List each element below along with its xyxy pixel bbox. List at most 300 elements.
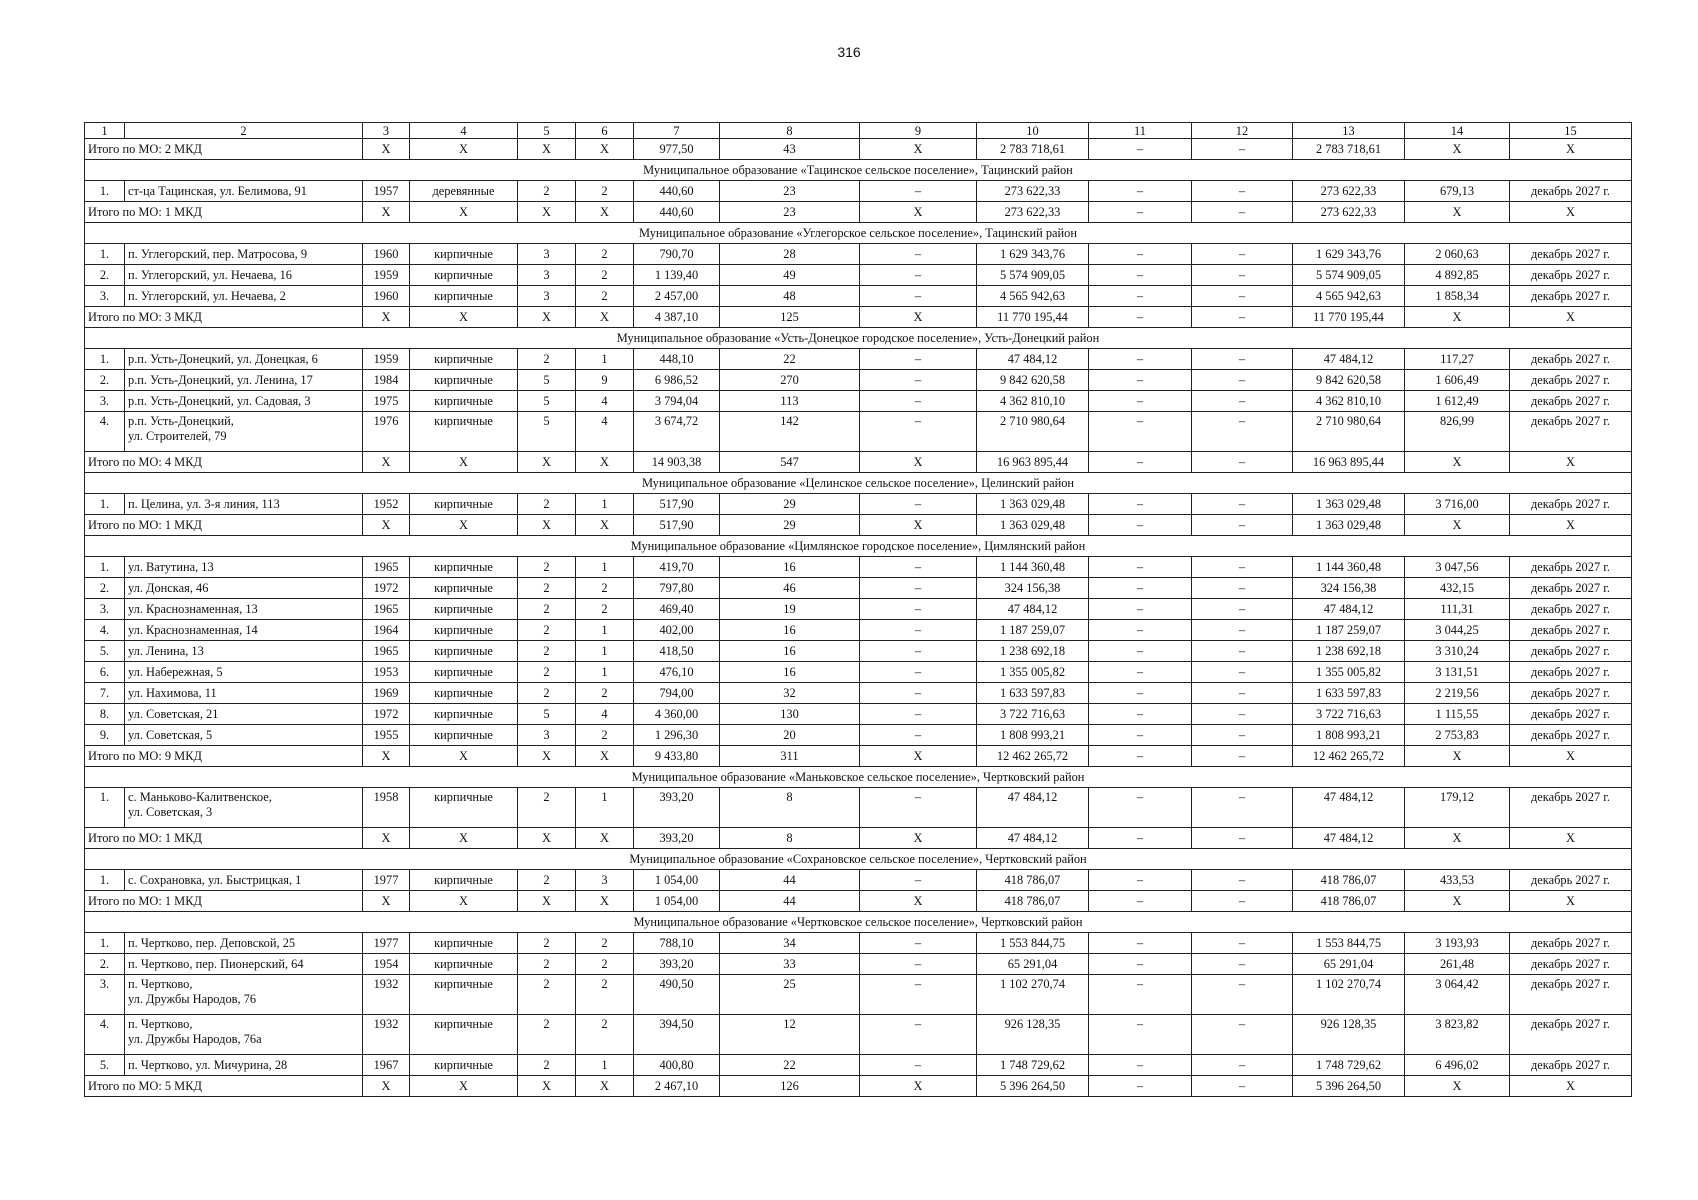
total-c7: 4 387,10 (634, 307, 720, 328)
col-9: – (860, 557, 977, 578)
col-11: – (1089, 391, 1192, 412)
build-year: 1975 (363, 391, 410, 412)
address-line-2: ул. Строителей, 79 (128, 429, 227, 443)
total-c8: 29 (720, 515, 860, 536)
total-c15: X (1510, 515, 1632, 536)
address: ул. Краснознаменная, 13 (125, 599, 363, 620)
section-row (85, 473, 1632, 494)
col-9: – (860, 412, 977, 452)
unit-cost: 1 858,34 (1405, 286, 1510, 307)
total-c5: X (518, 515, 576, 536)
floors: 2 (518, 1055, 576, 1076)
total-c9: X (860, 891, 977, 912)
total-c6: X (576, 891, 634, 912)
col-12: – (1192, 662, 1293, 683)
unit-cost: 261,48 (1405, 954, 1510, 975)
unit-cost: 433,53 (1405, 870, 1510, 891)
total-c4: X (410, 515, 518, 536)
total-c14: X (1405, 307, 1510, 328)
total-c4: X (410, 891, 518, 912)
row-number: 5. (85, 1055, 125, 1076)
col-12: – (1192, 870, 1293, 891)
total-c13: 47 484,12 (1293, 828, 1405, 849)
col-11: – (1089, 1055, 1192, 1076)
col-12: – (1192, 933, 1293, 954)
row-number: 1. (85, 244, 125, 265)
address: ул. Советская, 21 (125, 704, 363, 725)
wall-material: кирпичные (410, 788, 518, 828)
total-c14: X (1405, 828, 1510, 849)
total-label: Итого по МО: 5 МКД (85, 1076, 363, 1097)
total-cost: 1 102 270,74 (977, 975, 1089, 1015)
total-c13: 11 770 195,44 (1293, 307, 1405, 328)
wall-material: кирпичные (410, 1015, 518, 1055)
total-c4: X (410, 452, 518, 473)
deadline: декабрь 2027 г. (1510, 557, 1632, 578)
table-row (85, 494, 1632, 515)
residents: 20 (720, 725, 860, 746)
build-year: 1965 (363, 557, 410, 578)
floors: 2 (518, 870, 576, 891)
total-area: 517,90 (634, 494, 720, 515)
wall-material: кирпичные (410, 412, 518, 452)
column-number: 11 (1089, 123, 1192, 139)
total-cost: 1 748 729,62 (977, 1055, 1089, 1076)
total-c9: X (860, 1076, 977, 1097)
total-c11: – (1089, 515, 1192, 536)
floors: 3 (518, 265, 576, 286)
wall-material: кирпичные (410, 641, 518, 662)
build-year: 1959 (363, 349, 410, 370)
address-line-2: ул. Дружбы Народов, 76 (128, 992, 257, 1006)
total-c13: 5 396 264,50 (1293, 1076, 1405, 1097)
build-year: 1976 (363, 412, 410, 452)
address: п. Чертково, ул. Мичурина, 28 (125, 1055, 363, 1076)
total-c4: X (410, 139, 518, 160)
total-label: Итого по МО: 1 МКД (85, 202, 363, 223)
total-c4: X (410, 746, 518, 767)
row-number: 4. (85, 412, 125, 452)
address: р.п. Усть-Донецкий, ул. Садовая, 3 (125, 391, 363, 412)
residents: 19 (720, 599, 860, 620)
total-c9: X (860, 307, 977, 328)
table-row (85, 391, 1632, 412)
col-12: – (1192, 1015, 1293, 1055)
col-11: – (1089, 641, 1192, 662)
table-row (85, 662, 1632, 683)
col-12: – (1192, 1055, 1293, 1076)
entrances: 2 (576, 265, 634, 286)
unit-cost: 679,13 (1405, 181, 1510, 202)
total-c12: – (1192, 202, 1293, 223)
entrances: 1 (576, 1055, 634, 1076)
entrances: 4 (576, 391, 634, 412)
deadline: декабрь 2027 г. (1510, 641, 1632, 662)
table-row (85, 286, 1632, 307)
total-cost: 47 484,12 (977, 599, 1089, 620)
wall-material: кирпичные (410, 662, 518, 683)
col-11: – (1089, 494, 1192, 515)
unit-cost: 1 115,55 (1405, 704, 1510, 725)
unit-cost: 826,99 (1405, 412, 1510, 452)
total-c3: X (363, 1076, 410, 1097)
wall-material: кирпичные (410, 599, 518, 620)
total-c13: 273 622,33 (1293, 202, 1405, 223)
entrances: 2 (576, 954, 634, 975)
col-9: – (860, 662, 977, 683)
total-row (85, 452, 1632, 473)
total-c3: X (363, 891, 410, 912)
total-c7: 440,60 (634, 202, 720, 223)
row-number: 6. (85, 662, 125, 683)
unit-cost: 1 612,49 (1405, 391, 1510, 412)
unit-cost: 3 047,56 (1405, 557, 1510, 578)
deadline: декабрь 2027 г. (1510, 286, 1632, 307)
table-row (85, 1055, 1632, 1076)
row-number: 2. (85, 578, 125, 599)
column-number: 5 (518, 123, 576, 139)
residents: 16 (720, 641, 860, 662)
column-number-row (85, 123, 1632, 139)
build-year: 1972 (363, 578, 410, 599)
build-year: 1932 (363, 1015, 410, 1055)
column-number: 8 (720, 123, 860, 139)
address: п. Углегорский, ул. Нечаева, 16 (125, 265, 363, 286)
total-c15: X (1510, 307, 1632, 328)
table-row (85, 265, 1632, 286)
address-line-1: п. Чертково, (128, 977, 193, 991)
column-number: 4 (410, 123, 518, 139)
municipality-title: Муниципальное образование «Сохрановское сельское поселение», Чертковский район (85, 849, 1632, 870)
total-label: Итого по МО: 4 МКД (85, 452, 363, 473)
col-13: 1 144 360,48 (1293, 557, 1405, 578)
col-11: – (1089, 557, 1192, 578)
build-year: 1959 (363, 265, 410, 286)
deadline: декабрь 2027 г. (1510, 244, 1632, 265)
total-row (85, 828, 1632, 849)
wall-material: кирпичные (410, 954, 518, 975)
total-c10: 12 462 265,72 (977, 746, 1089, 767)
total-c14: X (1405, 139, 1510, 160)
unit-cost: 179,12 (1405, 788, 1510, 828)
col-9: – (860, 265, 977, 286)
total-area: 790,70 (634, 244, 720, 265)
col-11: – (1089, 370, 1192, 391)
build-year: 1952 (363, 494, 410, 515)
total-c11: – (1089, 746, 1192, 767)
build-year: 1964 (363, 620, 410, 641)
unit-cost: 3 716,00 (1405, 494, 1510, 515)
row-number: 3. (85, 286, 125, 307)
column-number: 1 (85, 123, 125, 139)
entrances: 2 (576, 578, 634, 599)
column-number: 6 (576, 123, 634, 139)
col-9: – (860, 641, 977, 662)
unit-cost: 4 892,85 (1405, 265, 1510, 286)
total-c13: 418 786,07 (1293, 891, 1405, 912)
total-cost: 1 187 259,07 (977, 620, 1089, 641)
total-c11: – (1089, 452, 1192, 473)
row-number: 3. (85, 975, 125, 1015)
address: п. Углегорский, ул. Нечаева, 2 (125, 286, 363, 307)
total-c10: 1 363 029,48 (977, 515, 1089, 536)
residents: 49 (720, 265, 860, 286)
total-cost: 9 842 620,58 (977, 370, 1089, 391)
build-year: 1972 (363, 704, 410, 725)
total-c4: X (410, 307, 518, 328)
total-c11: – (1089, 891, 1192, 912)
row-number: 8. (85, 704, 125, 725)
wall-material: деревянные (410, 181, 518, 202)
total-c15: X (1510, 139, 1632, 160)
col-13: 1 633 597,83 (1293, 683, 1405, 704)
col-12: – (1192, 599, 1293, 620)
entrances: 2 (576, 1015, 634, 1055)
residents: 8 (720, 788, 860, 828)
col-11: – (1089, 975, 1192, 1015)
residents: 142 (720, 412, 860, 452)
col-13: 47 484,12 (1293, 349, 1405, 370)
col-11: – (1089, 286, 1192, 307)
col-11: – (1089, 1015, 1192, 1055)
total-c3: X (363, 515, 410, 536)
municipality-title: Муниципальное образование «Усть-Донецкое городское поселение», Усть-Донецкий район (85, 328, 1632, 349)
build-year: 1977 (363, 933, 410, 954)
total-c7: 1 054,00 (634, 891, 720, 912)
total-area: 2 457,00 (634, 286, 720, 307)
residents: 23 (720, 181, 860, 202)
section-row (85, 223, 1632, 244)
column-number: 2 (125, 123, 363, 139)
col-9: – (860, 370, 977, 391)
total-c4: X (410, 1076, 518, 1097)
total-c3: X (363, 139, 410, 160)
floors: 2 (518, 349, 576, 370)
floors: 2 (518, 599, 576, 620)
table-row (85, 244, 1632, 265)
total-cost: 1 363 029,48 (977, 494, 1089, 515)
row-number: 2. (85, 265, 125, 286)
total-area: 440,60 (634, 181, 720, 202)
total-c9: X (860, 202, 977, 223)
col-11: – (1089, 349, 1192, 370)
row-number: 1. (85, 788, 125, 828)
deadline: декабрь 2027 г. (1510, 349, 1632, 370)
municipality-title: Муниципальное образование «Чертковское сельское поселение», Чертковский район (85, 912, 1632, 933)
page-number: 316 (837, 44, 861, 60)
col-12: – (1192, 349, 1293, 370)
table-row (85, 349, 1632, 370)
col-12: – (1192, 641, 1293, 662)
total-row (85, 307, 1632, 328)
col-11: – (1089, 265, 1192, 286)
deadline: декабрь 2027 г. (1510, 1015, 1632, 1055)
total-row (85, 515, 1632, 536)
total-c8: 44 (720, 891, 860, 912)
wall-material: кирпичные (410, 349, 518, 370)
col-12: – (1192, 954, 1293, 975)
total-area: 476,10 (634, 662, 720, 683)
entrances: 2 (576, 683, 634, 704)
build-year: 1969 (363, 683, 410, 704)
floors: 2 (518, 181, 576, 202)
col-9: – (860, 391, 977, 412)
col-11: – (1089, 181, 1192, 202)
address: р.п. Усть-Донецкий, ул. Ленина, 17 (125, 370, 363, 391)
col-13: 9 842 620,58 (1293, 370, 1405, 391)
total-c5: X (518, 1076, 576, 1097)
col-9: – (860, 1055, 977, 1076)
column-number: 12 (1192, 123, 1293, 139)
col-13: 418 786,07 (1293, 870, 1405, 891)
total-c7: 977,50 (634, 139, 720, 160)
total-c10: 2 783 718,61 (977, 139, 1089, 160)
total-area: 4 360,00 (634, 704, 720, 725)
residents: 16 (720, 620, 860, 641)
unit-cost: 2 753,83 (1405, 725, 1510, 746)
deadline: декабрь 2027 г. (1510, 954, 1632, 975)
col-9: – (860, 620, 977, 641)
col-9: – (860, 704, 977, 725)
wall-material: кирпичные (410, 725, 518, 746)
table-row (85, 620, 1632, 641)
col-13: 1 629 343,76 (1293, 244, 1405, 265)
wall-material: кирпичные (410, 265, 518, 286)
municipality-title: Муниципальное образование «Цимлянское городское поселение», Цимлянский район (85, 536, 1632, 557)
residents: 44 (720, 870, 860, 891)
build-year: 1965 (363, 641, 410, 662)
deadline: декабрь 2027 г. (1510, 662, 1632, 683)
address-line-1: п. Чертково, (128, 1017, 193, 1031)
col-12: – (1192, 725, 1293, 746)
total-c15: X (1510, 1076, 1632, 1097)
table-row (85, 954, 1632, 975)
floors: 2 (518, 1015, 576, 1055)
total-c12: – (1192, 452, 1293, 473)
entrances: 1 (576, 349, 634, 370)
build-year: 1953 (363, 662, 410, 683)
col-11: – (1089, 662, 1192, 683)
entrances: 2 (576, 599, 634, 620)
deadline: декабрь 2027 г. (1510, 683, 1632, 704)
total-label: Итого по МО: 9 МКД (85, 746, 363, 767)
total-area: 3 674,72 (634, 412, 720, 452)
col-12: – (1192, 412, 1293, 452)
col-12: – (1192, 683, 1293, 704)
address: п. Чертково, пер. Деповской, 25 (125, 933, 363, 954)
total-area: 1 296,30 (634, 725, 720, 746)
col-12: – (1192, 788, 1293, 828)
total-row (85, 891, 1632, 912)
column-number: 13 (1293, 123, 1405, 139)
deadline: декабрь 2027 г. (1510, 933, 1632, 954)
wall-material: кирпичные (410, 578, 518, 599)
section-row (85, 328, 1632, 349)
total-area: 419,70 (634, 557, 720, 578)
row-number: 7. (85, 683, 125, 704)
col-13: 1 553 844,75 (1293, 933, 1405, 954)
total-c10: 16 963 895,44 (977, 452, 1089, 473)
col-11: – (1089, 788, 1192, 828)
total-cost: 47 484,12 (977, 349, 1089, 370)
total-c9: X (860, 746, 977, 767)
floors: 5 (518, 412, 576, 452)
table-row (85, 1015, 1632, 1055)
total-c7: 14 903,38 (634, 452, 720, 473)
total-c13: 12 462 265,72 (1293, 746, 1405, 767)
col-13: 47 484,12 (1293, 599, 1405, 620)
col-9: – (860, 1015, 977, 1055)
address: п. Углегорский, пер. Матросова, 9 (125, 244, 363, 265)
col-12: – (1192, 975, 1293, 1015)
entrances: 2 (576, 933, 634, 954)
col-9: – (860, 725, 977, 746)
total-area: 469,40 (634, 599, 720, 620)
col-13: 324 156,38 (1293, 578, 1405, 599)
housing-register-table (84, 122, 1632, 1097)
total-row (85, 1076, 1632, 1097)
floors: 2 (518, 933, 576, 954)
col-13: 273 622,33 (1293, 181, 1405, 202)
total-row (85, 202, 1632, 223)
col-9: – (860, 578, 977, 599)
total-area: 1 054,00 (634, 870, 720, 891)
col-12: – (1192, 391, 1293, 412)
unit-cost: 3 131,51 (1405, 662, 1510, 683)
total-c10: 11 770 195,44 (977, 307, 1089, 328)
build-year: 1957 (363, 181, 410, 202)
col-13: 926 128,35 (1293, 1015, 1405, 1055)
col-13: 1 238 692,18 (1293, 641, 1405, 662)
floors: 2 (518, 975, 576, 1015)
row-number: 3. (85, 391, 125, 412)
col-13: 3 722 716,63 (1293, 704, 1405, 725)
total-cost: 4 565 942,63 (977, 286, 1089, 307)
wall-material: кирпичные (410, 870, 518, 891)
entrances: 2 (576, 244, 634, 265)
build-year: 1960 (363, 286, 410, 307)
address: ул. Набережная, 5 (125, 662, 363, 683)
total-c6: X (576, 515, 634, 536)
residents: 130 (720, 704, 860, 725)
col-13: 1 808 993,21 (1293, 725, 1405, 746)
residents: 270 (720, 370, 860, 391)
total-c11: – (1089, 202, 1192, 223)
deadline: декабрь 2027 г. (1510, 725, 1632, 746)
residents: 32 (720, 683, 860, 704)
total-c14: X (1405, 515, 1510, 536)
total-c9: X (860, 828, 977, 849)
total-c8: 125 (720, 307, 860, 328)
floors: 5 (518, 704, 576, 725)
col-12: – (1192, 557, 1293, 578)
build-year: 1955 (363, 725, 410, 746)
deadline: декабрь 2027 г. (1510, 620, 1632, 641)
total-c5: X (518, 452, 576, 473)
row-number: 5. (85, 641, 125, 662)
entrances: 9 (576, 370, 634, 391)
unit-cost: 3 064,42 (1405, 975, 1510, 1015)
col-11: – (1089, 620, 1192, 641)
row-number: 1. (85, 557, 125, 578)
total-c12: – (1192, 828, 1293, 849)
col-13: 1 187 259,07 (1293, 620, 1405, 641)
residents: 48 (720, 286, 860, 307)
wall-material: кирпичные (410, 683, 518, 704)
unit-cost: 3 193,93 (1405, 933, 1510, 954)
col-11: – (1089, 704, 1192, 725)
wall-material: кирпичные (410, 620, 518, 641)
